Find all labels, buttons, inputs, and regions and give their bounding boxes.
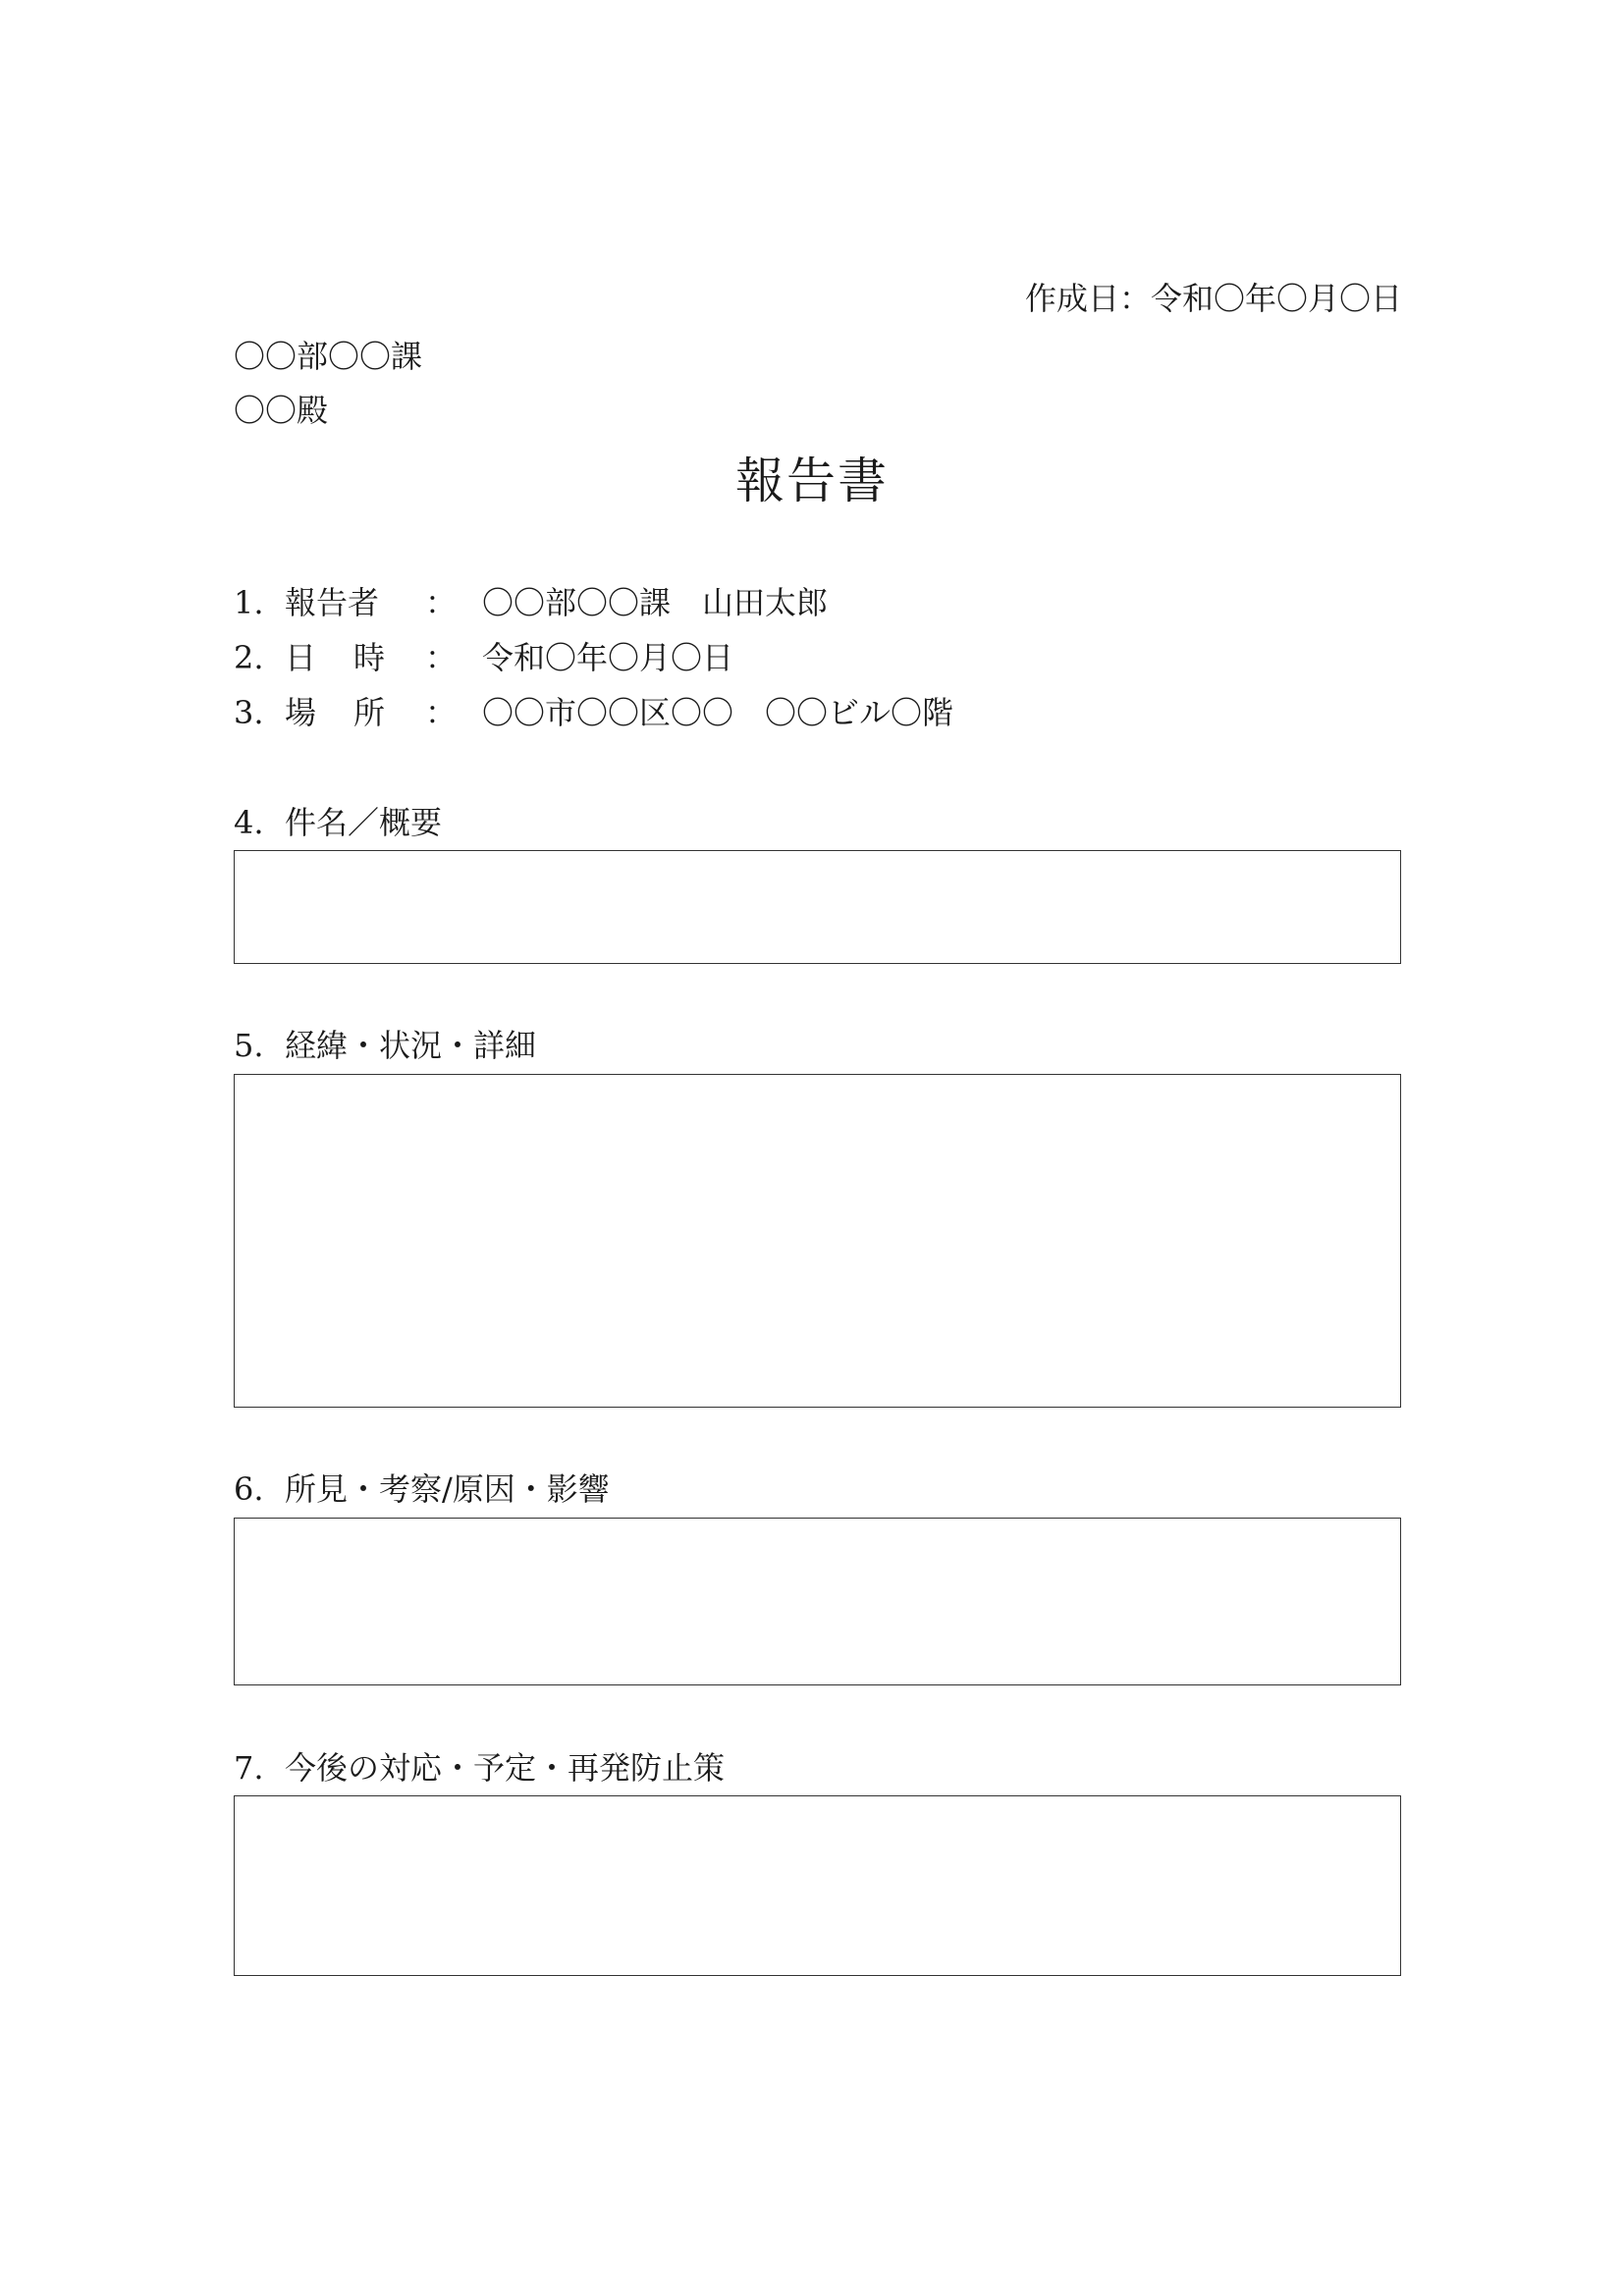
document-title: 報告書 — [735, 453, 889, 509]
section-number: 6. — [234, 1470, 264, 1508]
section-label: 件名／概要 — [285, 804, 443, 841]
created-date: 作成日：令和〇年〇月〇日 — [1024, 280, 1402, 317]
recipient-department: 〇〇部〇〇課 — [234, 338, 423, 375]
info-row-colon: ： — [425, 584, 458, 621]
summary-box[interactable] — [234, 850, 1401, 964]
info-row-number: 3. — [234, 694, 264, 731]
countermeasures-box[interactable] — [234, 1795, 1401, 1976]
section-label: 所見・考察/原因・影響 — [285, 1470, 610, 1508]
info-row-colon: ： — [425, 639, 458, 676]
section-number: 7. — [234, 1749, 264, 1787]
details-box[interactable] — [234, 1074, 1401, 1408]
section-label: 経緯・状況・詳細 — [285, 1027, 537, 1064]
info-row-value: 令和〇年〇月〇日 — [482, 639, 734, 676]
info-row-number: 2. — [234, 639, 264, 676]
findings-box[interactable] — [234, 1518, 1401, 1685]
section-label: 今後の対応・予定・再発防止策 — [285, 1749, 726, 1787]
info-row-value: 〇〇市〇〇区〇〇 〇〇ビル〇階 — [482, 694, 954, 731]
info-row-colon: ： — [425, 694, 458, 731]
info-row-label: 日時 — [285, 639, 423, 676]
info-row-label: 場所 — [285, 694, 423, 731]
section-number: 5. — [234, 1027, 264, 1064]
info-row-value: 〇〇部〇〇課 山田太郎 — [482, 584, 829, 621]
recipient-name: 〇〇殿 — [234, 392, 329, 429]
info-row-number: 1. — [234, 584, 264, 621]
section-number: 4. — [234, 804, 264, 841]
info-row-label: 報告者 — [285, 584, 380, 621]
